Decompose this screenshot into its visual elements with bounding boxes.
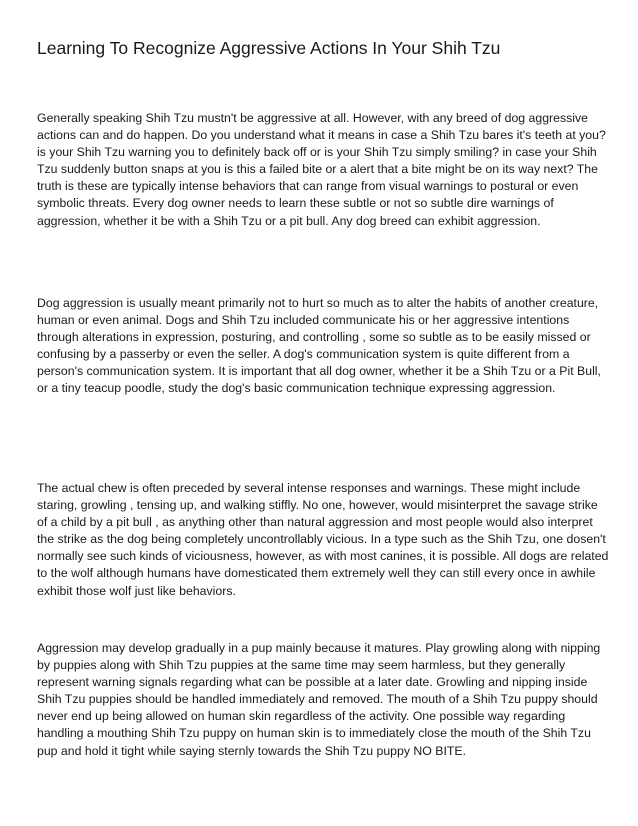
page-title: Learning To Recognize Aggressive Actions In Your Shih Tzu	[37, 38, 501, 58]
paragraph-2: Dog aggression is usually meant primarily not to hurt so much as to alter the habits of another creature, human or even animal. Dogs and Shih Tzu included communicate his or her aggressive intentions through alterations in expression, posturing, and controlling , some so subtle as to be easily missed or confusing by a passerby or even the seller. A dog's communication system is quite different from a person's communication system. It is important that all dog owner, whether it be a Shih Tzu or a Pit Bull, or a tiny teacup poodle, study the dog's basic communication technique expressing aggression.	[37, 296, 601, 396]
paragraph-4: Aggression may develop gradually in a pup mainly because it matures. Play growling along with nipping by puppies along with Shih Tzu puppies at the same time may seem harmless, but they generally represent warning signals regarding what can be possible at a later date. Growling and nipping inside Shih Tzu puppies should be handled immediately and removed. The mouth of a Shih Tzu puppy should never end up being allowed on human skin regardless of the activity. One possible way regarding handling a mouthing Shih Tzu puppy on human skin is to immediately close the mouth of the Shih Tzu pup and hold it tight while saying sternly towards the Shih Tzu puppy NO BITE.	[37, 641, 601, 758]
paragraph-1: Generally speaking Shih Tzu mustn't be aggressive at all. However, with any breed of dog aggressive actions can and do happen. Do you understand what it means in case a Shih Tzu bares it's teeth at you? is your Shih Tzu warning you to definitely back off or is your Shih Tzu simply smiling? in case your Shih Tzu suddenly button snaps at you is this a failed bite or a alert that a bite might be on its way next? The truth is these are typically intense behaviors that can range from visual warnings to postural or even symbolic threats. Every dog owner needs to learn these subtle or not so subtle dire warnings of aggression, whether it be with a Shih Tzu or a pit bull. Any dog breed can exhibit aggression.	[37, 111, 606, 228]
paragraph-3: The actual chew is often preceded by several intense responses and warnings. These might include staring, growling , tensing up, and walking stiffly. No one, however, would misinterpret the savage strike of a child by a pit bull , as anything other than natural aggression and most people would also interpret the strike as the dog being completely uncontrollably vicious. In a type such as the Shih Tzu, one dosen't normally see such kinds of viciousness, however, as with most canines, it is possible. All dogs are related to the wolf although humans have domesticated them extremely well they can still every once in awhile exhibit those wolf just like behaviors.	[37, 481, 609, 598]
